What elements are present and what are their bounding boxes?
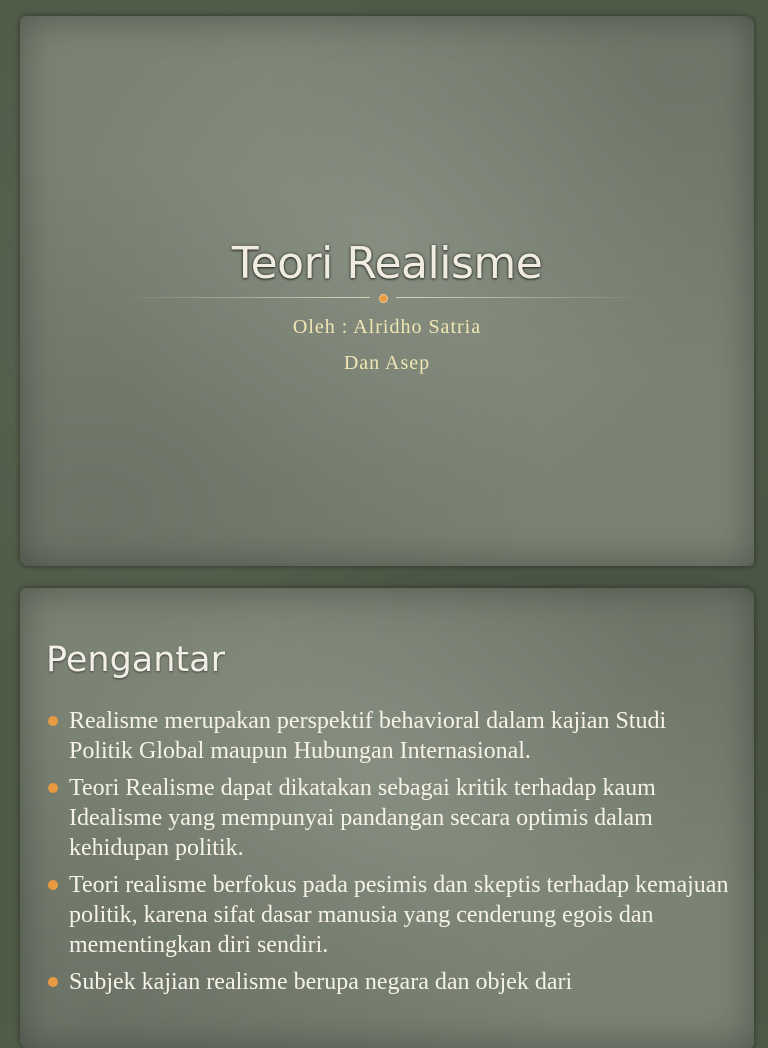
bullet-item (46, 967, 736, 997)
bullet-item (46, 870, 736, 960)
bullet-item (46, 706, 736, 766)
bullet-list (46, 706, 736, 1004)
subtitle-coauthor: Dan Asep (343, 352, 431, 374)
title-divider (120, 297, 646, 299)
content-slide (20, 588, 754, 1048)
subtitle-author: Oleh : Alridho Satria (292, 316, 482, 338)
bullet-text: Teori Realisme dapat dikatakan sebagai kritik terhadap kaum Idealisme yang mempunyai pandangan secara optimis dalam kehidupan politik. (69, 775, 656, 861)
bullet-dot-icon (48, 716, 58, 726)
divider-line-left (120, 297, 370, 298)
bullet-item (46, 773, 736, 863)
divider-line-right (396, 297, 646, 298)
bullet-text: Teori realisme berfokus pada pesimis dan skeptis terhadap kemajuan politik, karena sifat dasar manusia yang cenderung egois dan mementingkan diri sendiri. (69, 872, 729, 958)
slide-title: Teori Realisme (231, 238, 543, 289)
divider-dot-icon (379, 294, 388, 303)
slide-heading: Pengantar (46, 640, 225, 680)
bullet-text: Realisme merupakan perspektif behavioral dalam kajian Studi Politik Global maupun Hubungan Internasional. (69, 708, 667, 764)
bullet-dot-icon (48, 783, 58, 793)
title-slide (20, 16, 754, 566)
bullet-text: Subjek kajian realisme berupa negara dan objek dari (69, 969, 573, 995)
bullet-dot-icon (48, 880, 58, 890)
bullet-dot-icon (48, 977, 58, 987)
